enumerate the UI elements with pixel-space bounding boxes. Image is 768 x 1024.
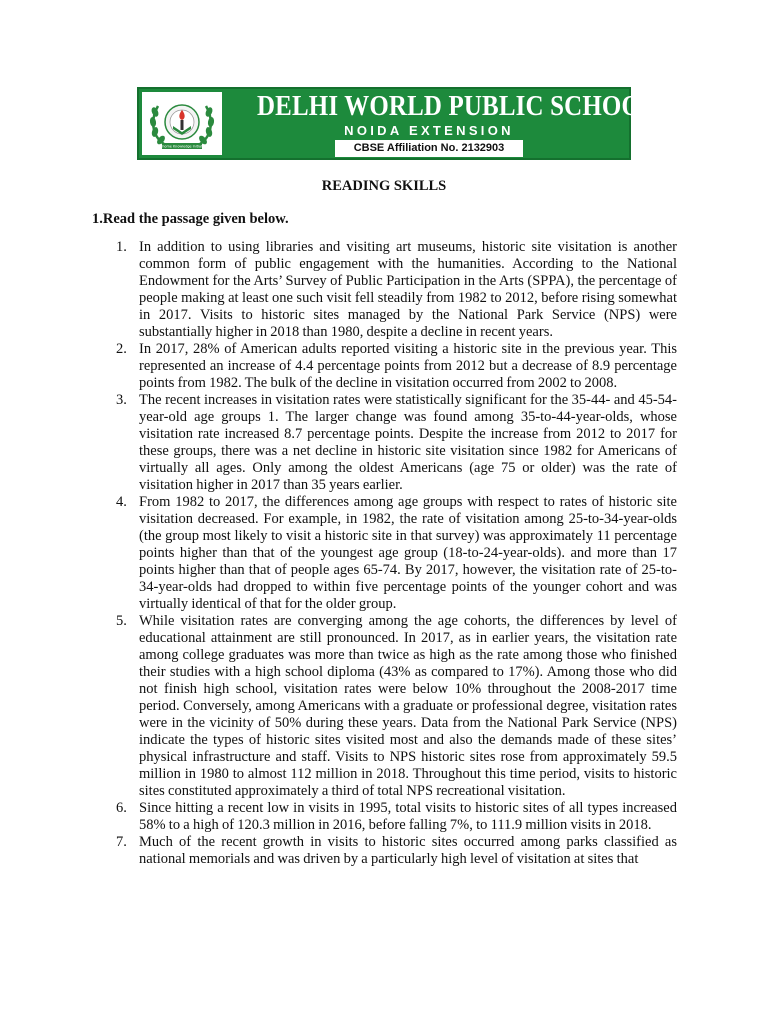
page-title: READING SKILLS [321, 178, 447, 194]
school-header-banner [137, 87, 658, 160]
school-logo [142, 92, 222, 155]
paragraph-text: Much of the recent growth in visits to historic sites occurred among parks classified as national memorials and was driven by a particularly high level of visitation at sites that [139, 834, 677, 867]
school-location: NOIDA EXTENSION [344, 123, 514, 138]
passage-paragraph [0, 239, 768, 341]
school-emblem-icon [142, 92, 222, 155]
paragraph-number: 7. [116, 834, 127, 850]
school-name: DELHI WORLD PUBLIC SCHOOL [257, 90, 658, 122]
passage-paragraph [0, 392, 768, 494]
paragraph-text: From 1982 to 2017, the differences among age groups with respect to rates of historic site visitation decreased. For example, in 1982, the rate of visitation among 25-to-34-year-olds (the group most likely to visit a historic site in that survey) was approximately 11 percentage points higher than that of the youngest age group (18-to-24-year-olds). and more than 17 points higher than that of people ages 65-74. By 2017, however, the visitation rate of 25-to-34-year-olds had dropped to within five percentage points of the younger cohort and was virtually identical of that for the older group. [139, 494, 677, 612]
passage-list [0, 239, 768, 868]
affiliation-badge: CBSE Affiliation No. 2132903 [335, 140, 523, 157]
paragraph-text: While visitation rates are converging among the age cohorts, the differences by level of educational attainment are still pronounced. In 2017, as in earlier years, the visitation rate among college graduates was more than twice as high as the rate among those who finished their studies with a high school diploma (43% as compared to 17%). Among those who did not finish high school, visitation rates were below 10% throughout the 2008-2017 time period. Conversely, among Americans with a graduate or professional degree, visitation rates were in the vicinity of 50% during these years. Data from the National Park Service (NPS) indicate the types of historic sites visited most and also the demands made of these sites’ physical infrastructure and staff. Visits to NPS historic sites rose from approximately 59.5 million in 1980 to almost 112 million in 2018. Throughout this time period, visits to historic sites constituted approximately a third of total NPS recreational visitation. [139, 613, 677, 799]
passage-paragraph [0, 341, 768, 392]
paragraph-text: The recent increases in visitation rates were statistically significant for the 35-44- and 45-54-year-old age groups 1. The larger change was found among 35-to-44-year-olds, whose visitation rate increased 8.7 percentage points. Despite the increase from 2012 to 2017 for these groups, there was a net decline in historic site visitation since 1982 for Americans of virtually all ages. Only among the oldest Americans (age 75 or older) was the rate of visitation higher in 2017 than 35 years earlier. [139, 392, 677, 493]
paragraph-text: Since hitting a recent low in visits in 1995, total visits to historic sites of all types increased 58% to a high of 120.3 million in 2016, before falling 7%, to 111.9 million visits in 2018. [139, 800, 677, 833]
passage-paragraph [0, 613, 768, 800]
paragraph-number: 3. [116, 392, 127, 408]
passage-paragraph [0, 494, 768, 613]
paragraph-number: 2. [116, 341, 127, 357]
passage-paragraph [0, 800, 768, 834]
paragraph-text: In addition to using libraries and visiting art museums, historic site visitation is another common form of public engagement with the humanities. According to the National Endowment for the Arts’ Survey of Public Participation in the Arts (SPPA), the percentage of people making at least one such visit fell steadily from 1982 to 2012, before rising somewhat in 2017. Visits to historic sites managed by the National Park Service (NPS) were substantially higher in 2018 than 1980, despite a decline in recent years. [139, 239, 677, 340]
paragraph-number: 1. [116, 239, 127, 255]
paragraph-number: 5. [116, 613, 127, 629]
paragraph-number: 6. [116, 800, 127, 816]
instruction-heading: 1.Read the passage given below. [92, 211, 289, 227]
paragraph-text: In 2017, 28% of American adults reported visiting a historic site in the previous year. This represented an increase of 4.4 percentage points from 2012 but a decrease of 8.9 percentage points from 1982. The bulk of the decline in visitation occurred from 2002 to 2008. [139, 341, 677, 391]
logo-ribbon-text: A Rhome Knowledge Initiative [156, 144, 208, 149]
paragraph-number: 4. [116, 494, 127, 510]
passage-paragraph [0, 834, 768, 868]
